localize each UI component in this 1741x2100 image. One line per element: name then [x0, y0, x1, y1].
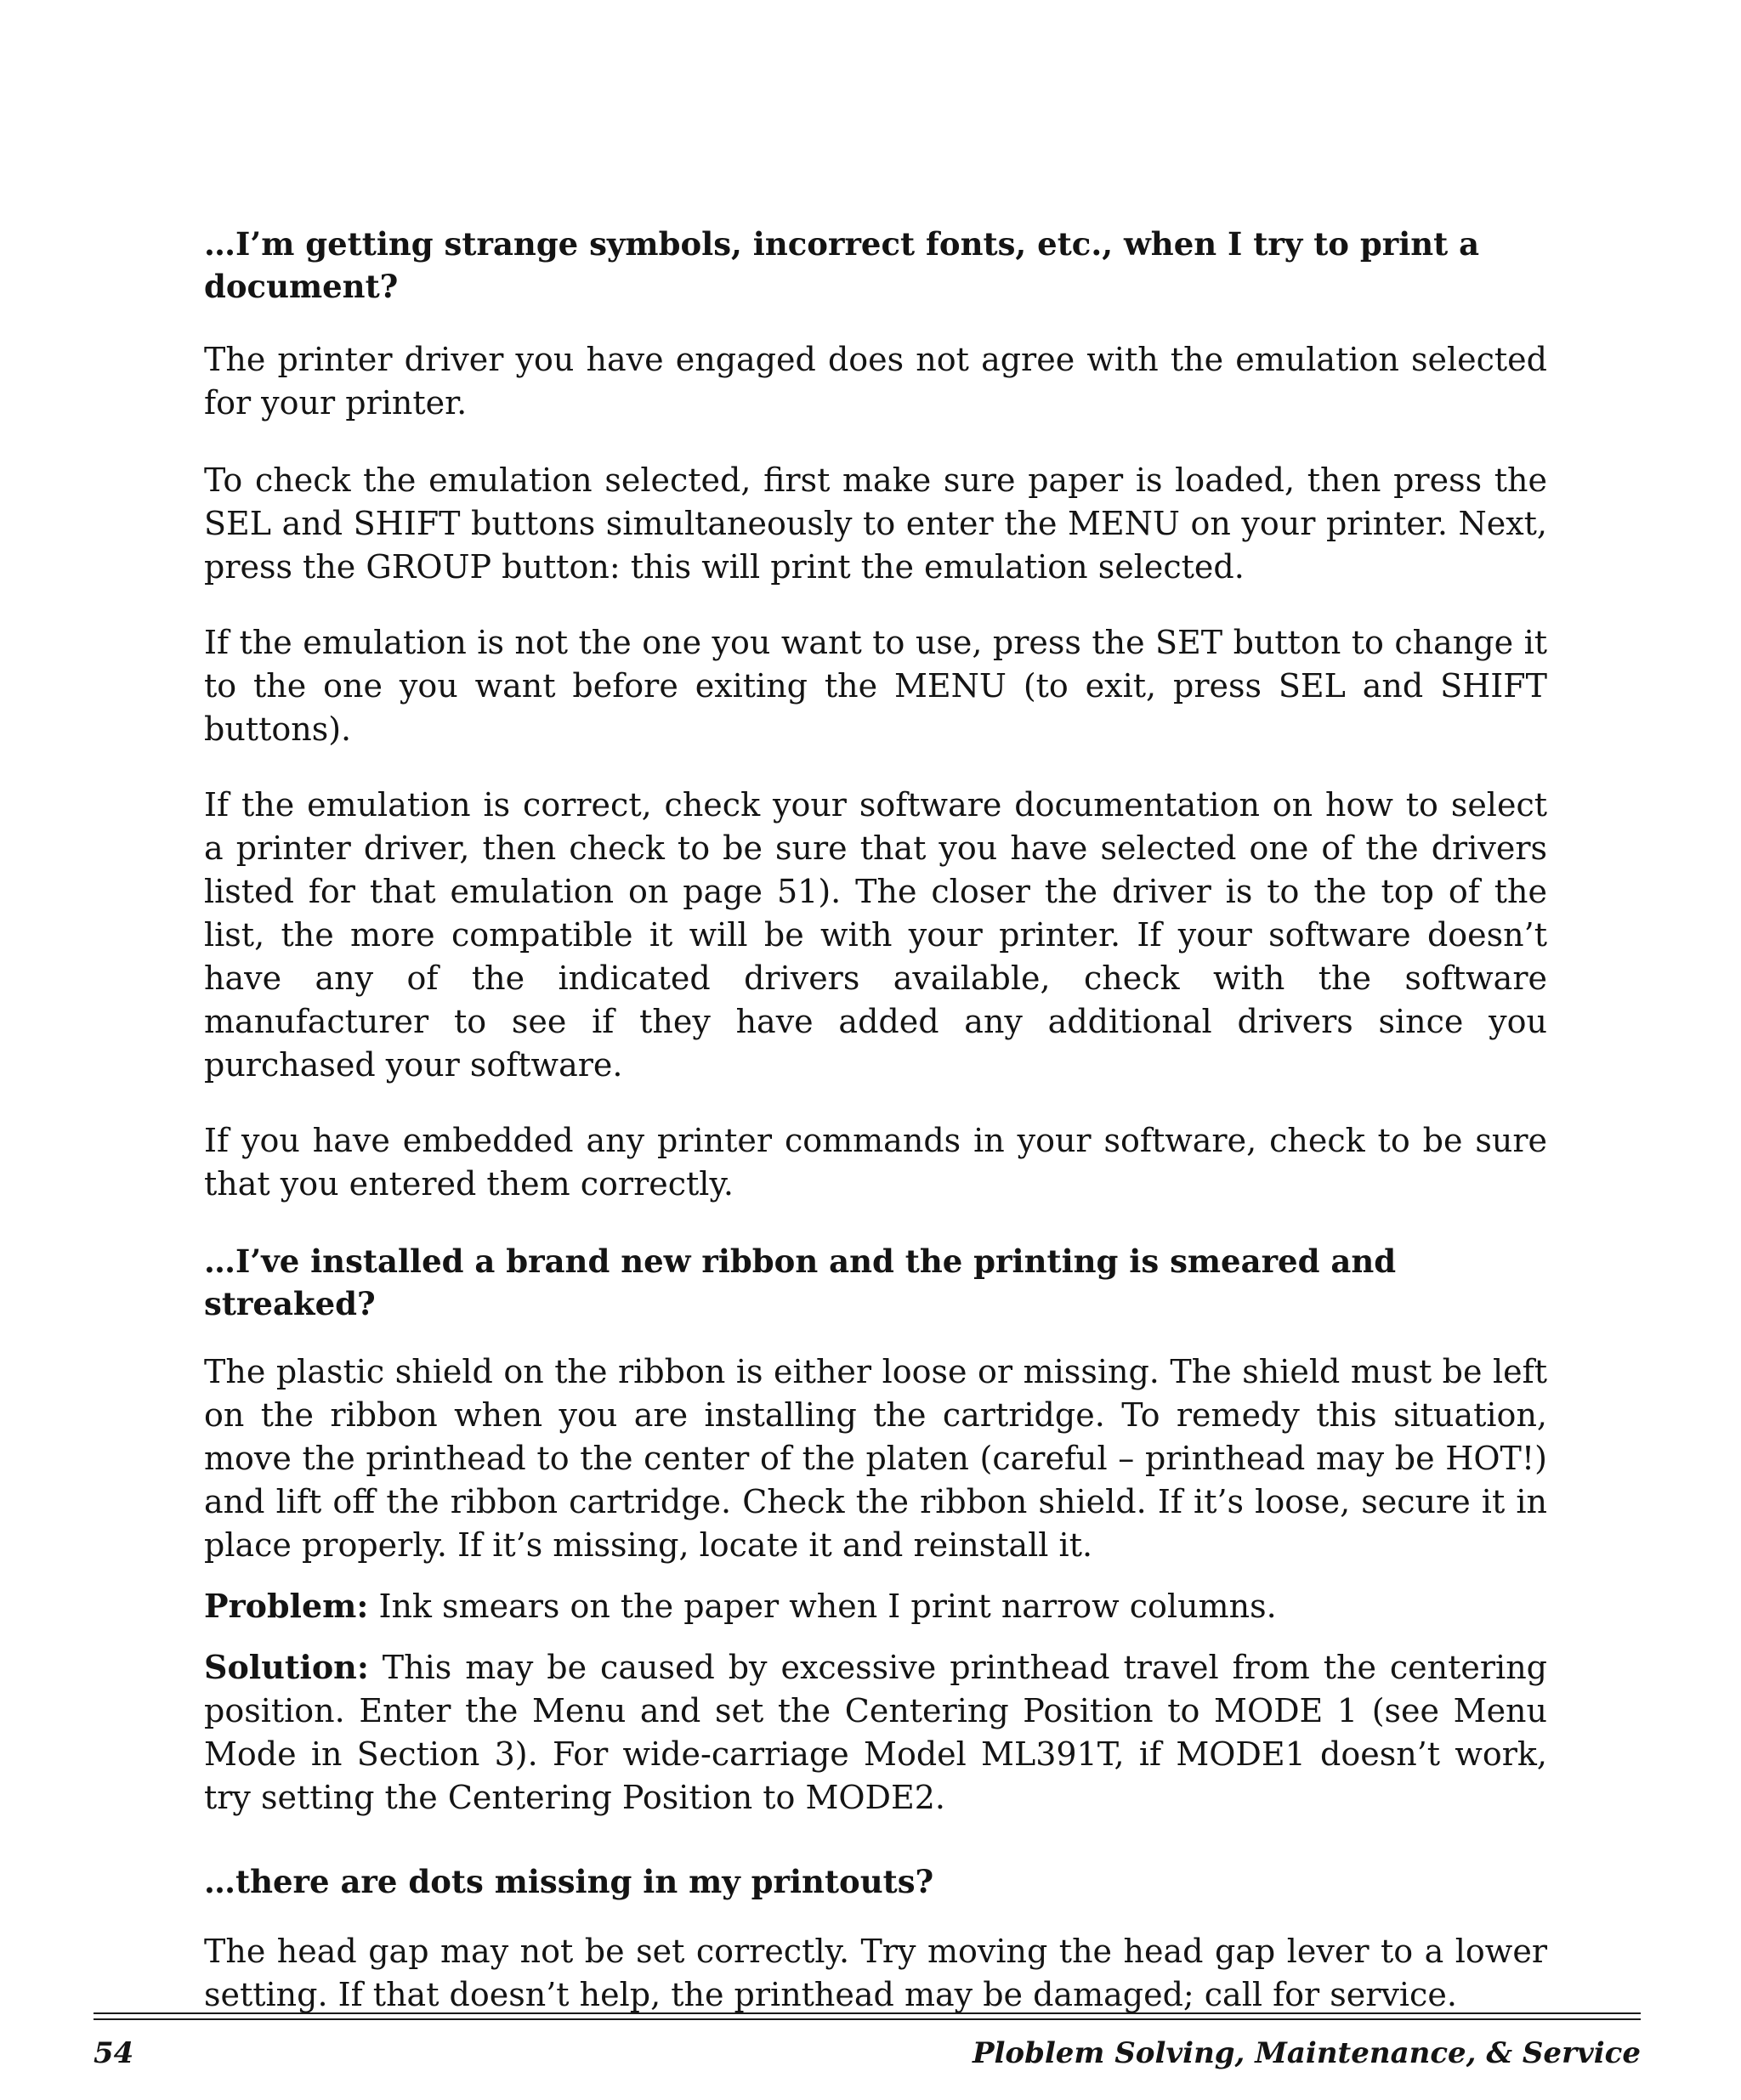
solution-paragraph	[204, 1645, 1547, 1820]
paragraph: If the emulation is correct, check your software documentation on how to select a printer driver, then check to be sure that you have selected one of the drivers listed for that emulation on page 51). The closer the driver is to the top of the list, the more compatible it will be with your printer. If your software doesn’t have any of the indicated drivers available, check with the software manufacturer to see if they have added any additional drivers since you purchased your software.	[204, 786, 1547, 1084]
section-heading-smeared-ribbon: …I’ve installed a brand new ribbon and the printing is smeared and streaked?	[204, 1242, 1397, 1322]
paragraph: If the emulation is not the one you want to use, press the SET button to change it to the one you want before exiting the MENU (to exit, press SEL and SHIFT buttons).	[204, 624, 1547, 748]
page-footer	[94, 2012, 1641, 2071]
page-number: 54	[94, 2036, 134, 2070]
solution-label: Solution:	[204, 1648, 369, 1686]
section-heading-strange-symbols: …I’m getting strange symbols, incorrect fonts, etc., when I try to print a document?	[204, 225, 1480, 305]
footer-rule	[94, 2012, 1641, 2014]
solution-text: This may be caused by excessive printhead travel from the centering position. Enter the Menu and set the Centering Position to MODE 1 (see Menu Mode in Section 3). For wide-carriage Model ML391T, if MODE1 doesn’t work, try setting the Centering Position to MODE2.	[204, 1649, 1547, 1816]
problem-label: Problem:	[204, 1587, 369, 1625]
footer-row	[94, 2035, 1641, 2071]
page-body	[204, 223, 1547, 2017]
paragraph: If you have embedded any printer commands in your software, check to be sure that you entered them correctly.	[204, 1122, 1547, 1203]
problem-paragraph	[204, 1584, 1547, 1628]
paragraph: To check the emulation selected, first make sure paper is loaded, then press the SEL and SHIFT buttons simultaneously to enter the MENU on your printer. Next, press the GROUP button: this will print the emulation selected.	[204, 461, 1547, 586]
paragraph: The plastic shield on the ribbon is either loose or missing. The shield must be left on the ribbon when you are installing the cartridge. To remedy this situation, move the printhead to the center of the platen (careful – printhead may be HOT!) and lift off the ribbon cartridge. Check the ribbon shield. If it’s loose, secure it in place properly. If it’s missing, locate it and reinstall it.	[204, 1353, 1547, 1564]
paragraph: The head gap may not be set correctly. Try moving the head gap lever to a lower setting. If that doesn’t help, the printhead may be damaged; call for service.	[204, 1933, 1547, 2013]
footer-rule	[94, 2018, 1641, 2020]
problem-text: Ink smears on the paper when I print narrow columns.	[368, 1588, 1277, 1625]
section-heading-missing-dots: …there are dots missing in my printouts?	[204, 1863, 934, 1900]
footer-section-title: Ploblem Solving, Maintenance, & Service	[972, 2036, 1641, 2070]
paragraph: The printer driver you have engaged does not agree with the emulation selected for your printer.	[204, 341, 1547, 422]
